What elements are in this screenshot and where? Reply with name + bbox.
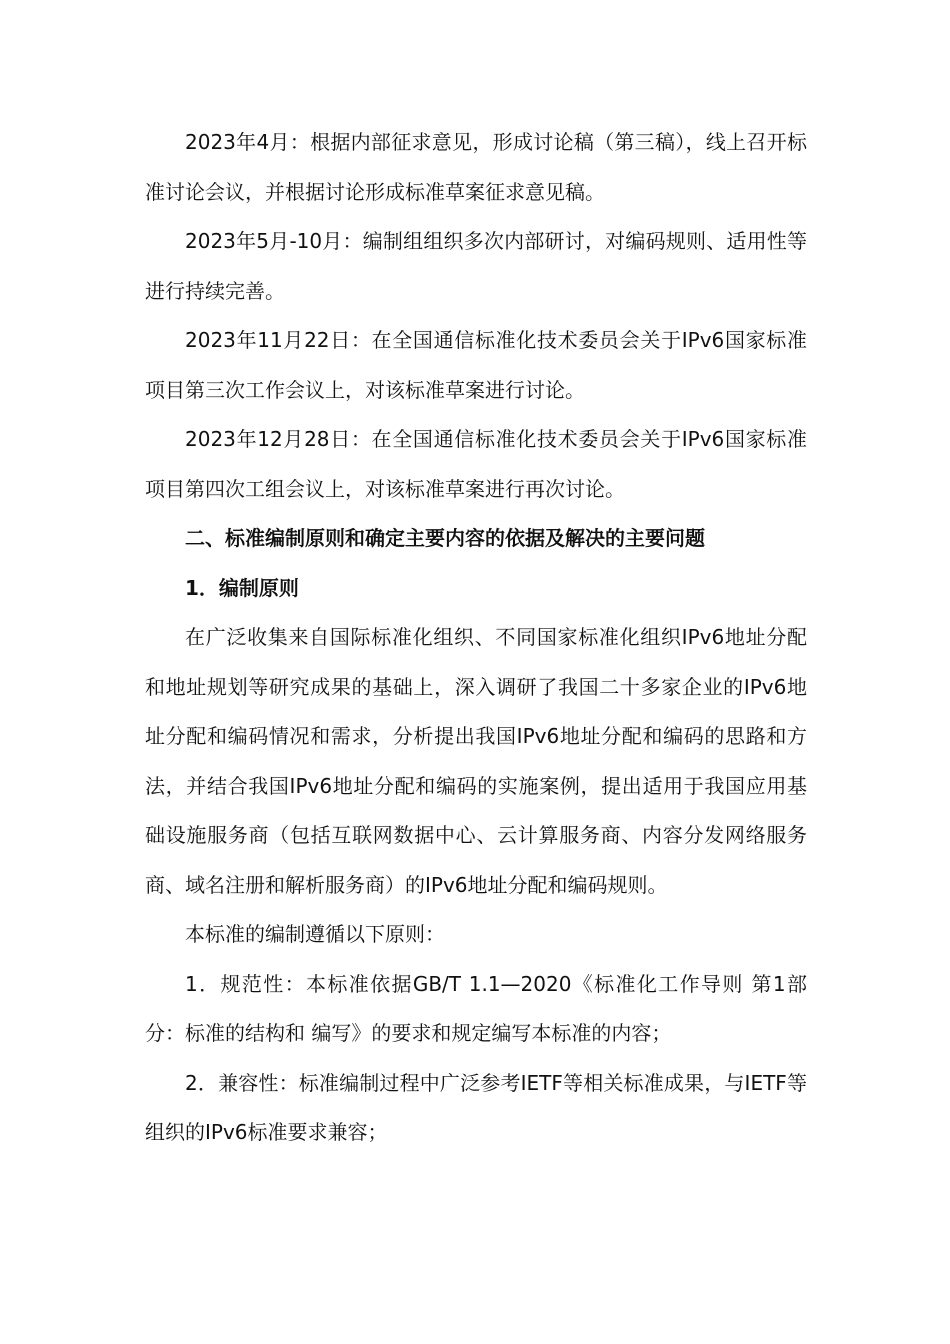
principle-normativity: 1．规范性：本标准依据GB/T 1.1—2020《标准化工作导则 第1部分：标准的结构和 编写》的要求和规定编写本标准的内容； [145,971,807,1045]
timeline-paragraph-nov-2023: 2023年11月22日：在全国通信标准化技术委员会关于IPv6国家标准项目第三次工作会议上，对该标准草案进行讨论。 [145,328,807,402]
timeline-paragraph-dec-2023: 2023年12月28日：在全国通信标准化技术委员会关于IPv6国家标准项目第四次工组会议上，对该标准草案进行再次讨论。 [145,427,807,501]
principle-compatibility: 2．兼容性：标准编制过程中广泛参考IETF等相关标准成果，与IETF等组织的IPv6标准要求兼容； [145,1070,807,1144]
timeline-paragraph-may-oct-2023: 2023年5月-10月：编制组组织多次内部研讨，对编码规则、适用性等进行持续完善。 [145,229,807,303]
principles-lead-paragraph: 本标准的编制遵循以下原则： [185,922,445,946]
principles-intro-paragraph: 在广泛收集来自国际标准化组织、不同国家标准化组织IPv6地址分配和地址规划等研究成果的基础上，深入调研了我国二十多家企业的IPv6地址分配和编码情况和需求，分析提出我国IPv6地址分配和编码的思路和方法，并结合我国IPv6地址分配和编码的实施案例，提出适用于我国应用基础设施服务商（包括互联网数据中心、云计算服务商、内容分发网络服务商、域名注册和解析服务商）的IPv6地址分配和编码规则。 [145,625,807,897]
subsection-heading: 1．编制原则 [185,575,299,600]
document-body [145,118,807,1158]
section-heading: 二、标准编制原则和确定主要内容的依据及解决的主要问题 [185,526,705,550]
timeline-paragraph-apr-2023: 2023年4月：根据内部征求意见，形成讨论稿（第三稿），线上召开标准讨论会议，并根据讨论形成标准草案征求意见稿。 [145,130,807,204]
